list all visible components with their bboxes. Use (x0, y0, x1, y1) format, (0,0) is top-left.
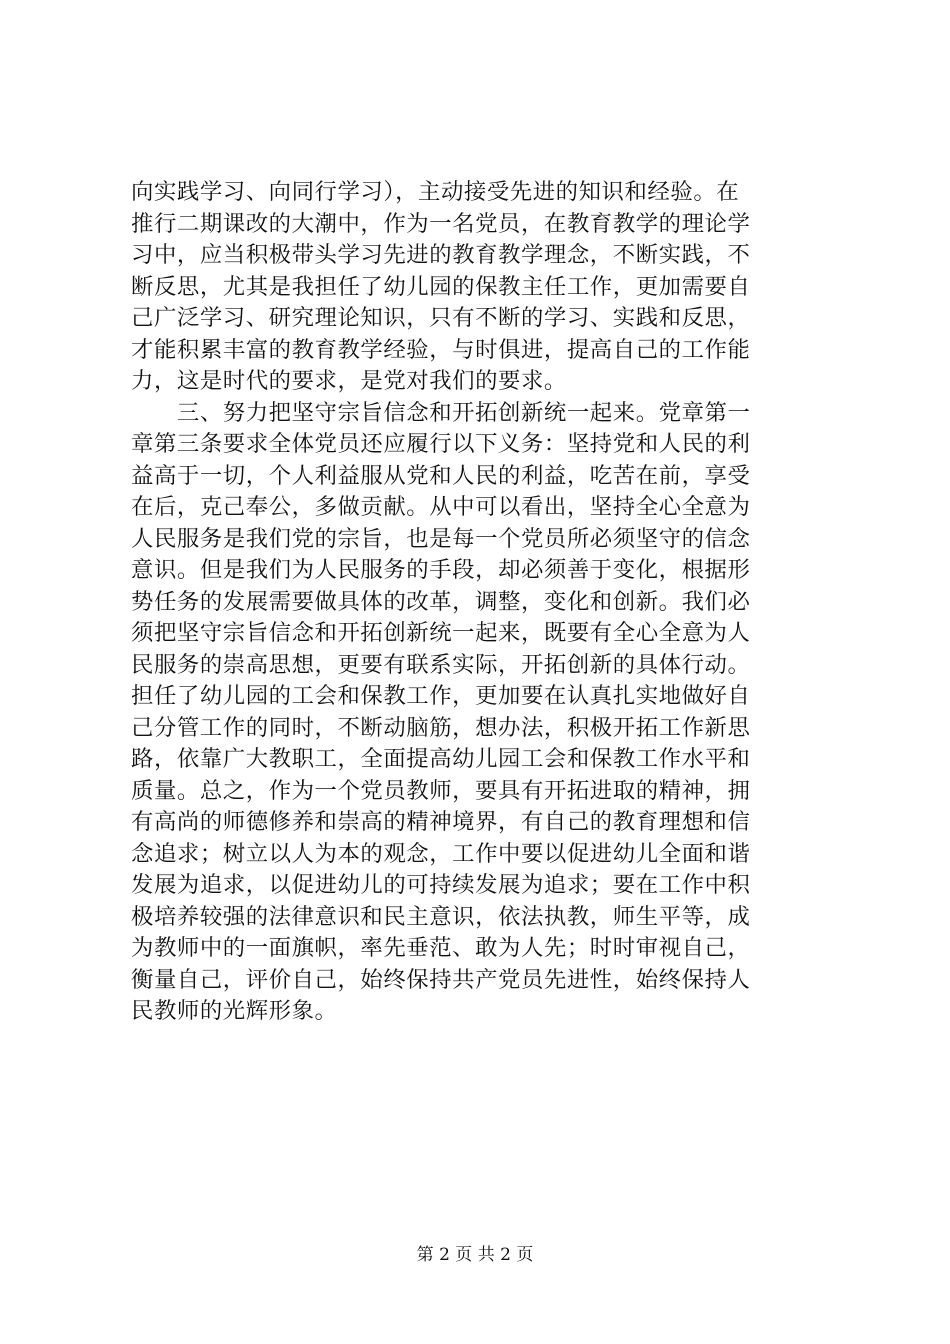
document-body (131, 177, 831, 1028)
text-line: 担任了幼儿园的工会和保教工作，更加要在认真扎实地做好自 (131, 683, 751, 709)
page-number-label: 第 2 页 共 2 页 (416, 1245, 534, 1265)
text-line: 须把坚守宗旨信念和开拓创新统一起来，既要有全心全意为人 (131, 620, 751, 646)
text-line: 推行二期课改的大潮中，作为一名党员，在教育教学的理论学 (131, 210, 751, 237)
text-line: 势任务的发展需要做具体的改革，调整，变化和创新。我们必 (131, 588, 751, 615)
text-line: 念追求；树立以人为本的观念，工作中要以促进幼儿全面和谐 (131, 840, 751, 867)
text-line: 衡量自己，评价自己，始终保持共产党员先进性，始终保持人 (131, 966, 751, 993)
text-line: 在后，克己奉公，多做贡献。从中可以看出，坚持全心全意为 (131, 494, 751, 520)
text-line: 己分管工作的同时，不断动脑筋，想办法，积极开拓工作新思 (131, 714, 751, 741)
text-line: 习中，应当积极带头学习先进的教育教学理念，不断实践，不 (131, 242, 751, 268)
text-line: 为教师中的一面旗帜，率先垂范、敢为人先；时时审视自己， (131, 935, 751, 961)
page-footer (0, 1244, 950, 1266)
paragraph-start-line: 三、努力把坚守宗旨信念和开拓创新统一起来。党章第一 (131, 399, 751, 426)
text-line: 力，这是时代的要求，是党对我们的要求。 (131, 368, 567, 394)
text-line: 发展为追求，以促进幼儿的可持续发展为追求；要在工作中积 (131, 872, 751, 898)
text-line: 意识。但是我们为人民服务的手段，却必须善于变化，根据形 (131, 557, 751, 583)
text-line: 章第三条要求全体党员还应履行以下义务：坚持党和人民的利 (131, 431, 751, 457)
text-line: 质量。总之，作为一个党员教师，要具有开拓进取的精神，拥 (131, 777, 751, 804)
text-line: 益高于一切，个人利益服从党和人民的利益，吃苦在前，享受 (131, 462, 751, 489)
text-line: 向实践学习、向同行学习），主动接受先进的知识和经验。在 (131, 179, 740, 205)
text-line: 人民服务是我们党的宗旨，也是每一个党员所必须坚守的信念 (131, 525, 751, 552)
text-line: 断反思，尤其是我担任了幼儿园的保教主任工作，更加需要自 (131, 273, 751, 300)
text-line: 己广泛学习、研究理论知识，只有不断的学习、实践和反思， (131, 305, 751, 331)
text-line: 路，依靠广大教职工，全面提高幼儿园工会和保教工作水平和 (131, 746, 751, 772)
text-line: 极培养较强的法律意识和民主意识，依法执教，师生平等，成 (131, 903, 751, 930)
text-line: 有高尚的师德修养和崇高的精神境界，有自己的教育理想和信 (131, 809, 751, 835)
text-line: 民服务的崇高思想，更要有联系实际，开拓创新的具体行动。 (131, 651, 751, 678)
text-line: 民教师的光辉形象。 (131, 998, 338, 1024)
text-line: 才能积累丰富的教育教学经验，与时俱进，提高自己的工作能 (131, 336, 751, 363)
